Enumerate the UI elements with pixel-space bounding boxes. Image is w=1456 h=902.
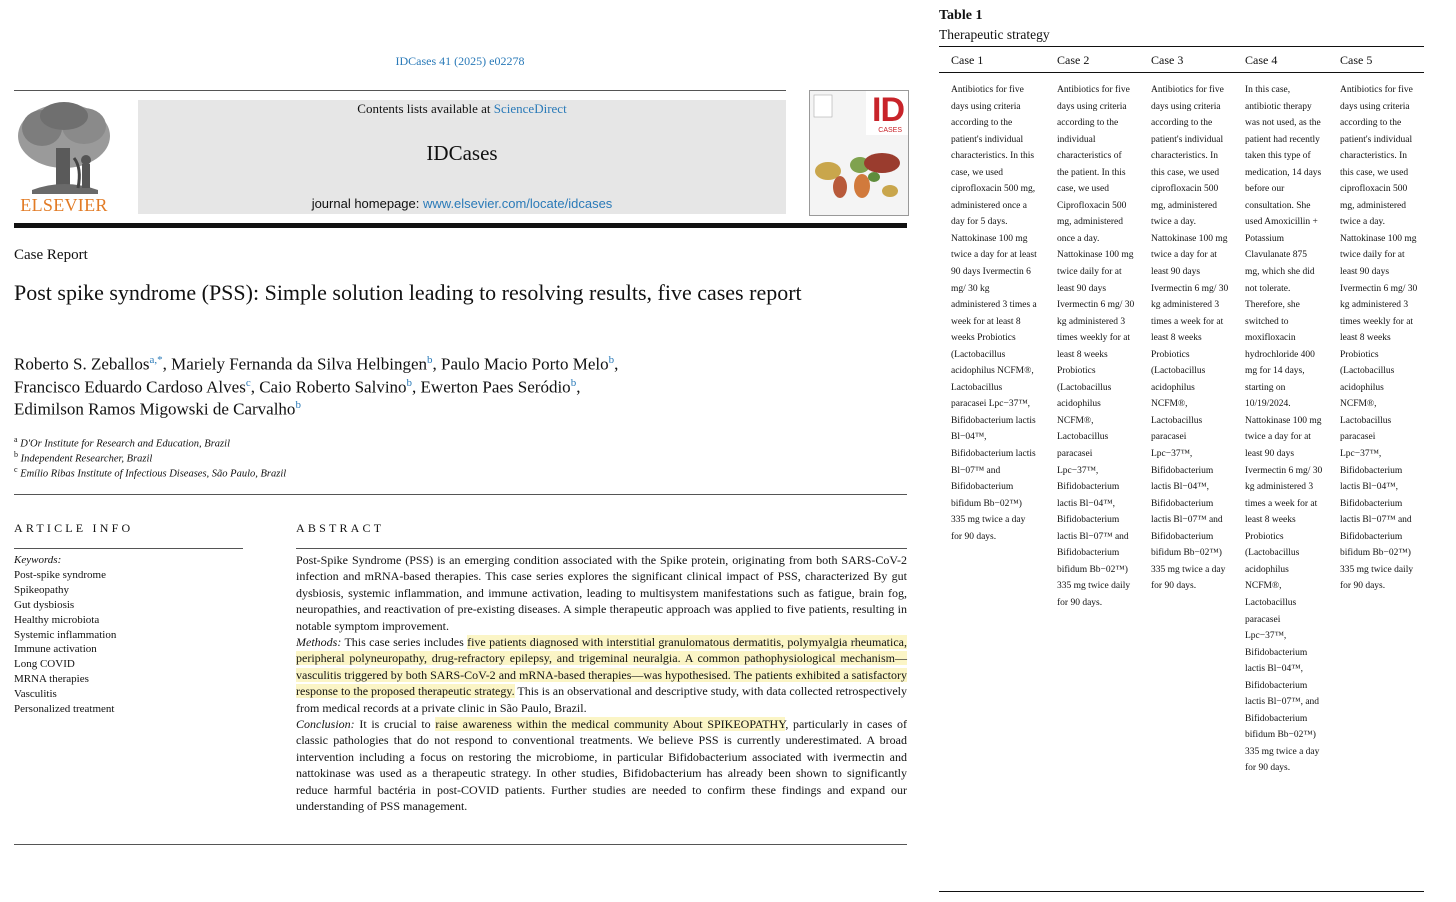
affiliation <box>14 450 152 465</box>
author-line-1: Roberto S. Zeballos$^{a,*}$, Mariely Fernanda da Silva Helbingen$^b$, Paulo Macio Porto Melo$^b$, <box>14 354 619 374</box>
publisher-wordmark: ELSEVIER <box>20 195 108 215</box>
article-info-heading: ARTICLE INFO <box>14 521 134 535</box>
contents-prefix: Contents lists available at <box>357 101 494 116</box>
author-line-3 <box>14 399 301 420</box>
author-name[interactable]: Caio Roberto Salvino <box>259 377 407 397</box>
affiliation-marker: c <box>14 465 18 474</box>
table-header-case-1: Case 1 <box>951 53 984 67</box>
header-thick-rule <box>14 223 907 228</box>
keyword: MRNA therapies <box>14 673 89 686</box>
conclusion-text: , particularly in cases of classic pathologies that do not respond to conventional treatments. We believe PSS is currently underestimated. A broad intervention including a focus on restoring the microbiome, in particular Bifidobacterium associated with ivermectin and nattokinase was used as a therapeutic strategy. In other studies, Bifidobacterium has already been shown to significantly reduce harmful bactéria in post-COVID patients. Further studies are needed to confirm these findings and expand our understanding of PSS management. <box>296 717 907 814</box>
author-affil-marker[interactable]: b <box>406 377 413 389</box>
keyword: Healthy microbiota <box>14 613 100 626</box>
journal-homepage <box>138 196 786 211</box>
author-name[interactable]: Ewerton Paes Seródio <box>420 377 571 397</box>
affiliation-text: D'Or Institute for Research and Education, Brazil <box>20 438 230 450</box>
abstract-intro: Post-Spike Syndrome (PSS) is an emerging condition associated with the Spike protein, originating from both SARS-CoV-2 infection and mRNA-based therapies. This case series explores the significant clinical impact of PSS, characterized By gut dysbiosis, systemic inflammation, and immune activation, leading to multisystem manifestations such as fatigue, brain fog, neuropathies, and reactivation of pre-existing diseases. A simple therapeutic approach was applied to five patients, resulting in notable symptom improvement. <box>296 553 907 633</box>
keyword: Systemic inflammation <box>14 628 117 641</box>
affiliation-text: Independent Researcher, Brazil <box>20 453 153 465</box>
table-cell-case-4: In this case, antibiotic therapy was not used, as the patient had recently taken this type of medication, 14 days before our consultation. She used Amoxicillin + Potassium Clavulanate 875 mg, which she did not tolerate. Therefore, she switched to moxifloxacin hydrochloride 400 mg for 14 days, starting on 10/19/2024. Nattokinase 100 mg twice a day for at least 90 days Ivermectin 6 mg/ 30 kg administered 3 times a week for at least 8 weeks Probiotics (Lactobacillus acidophilus NCFM®, Lactobacillus paracasei Lpc−37™, Bifidobacterium lactis Bl−04™, Bifidobacterium lactis Bl−07™, and Bifidobacterium bifidum Bb−02™) 335 mg twice a day for 90 days. <box>1245 85 1323 774</box>
author-affil-marker[interactable]: b <box>427 354 433 366</box>
affiliation-marker: b <box>14 450 18 459</box>
table-cell-case-1: Antibiotics for five days using criteria according to the patient's individual characteristics. In this case, we used ciprofloxacin 500 mg, administered once a day for 5 days. Nattokinase 100 mg twice a day for at least 90 days Ivermectin 6 mg/ 30 kg administered 3 times a week for at least 8 weeks Probiotics (Lactobacillus acidophilus NCFM®, Lactobacillus paracasei Lpc−37™, Bifidobacterium lactis Bl−04™, Bifidobacterium lactis Bl−07™ and Bifidobacterium bifidum Bb−02™) 335 mg twice a day for 90 days. <box>951 85 1037 542</box>
methods-text: This is an observational and descriptive study, with data collected retrospectively from medical records at a private clinic in São Paulo, Brazil. <box>296 684 907 715</box>
affiliation-marker: a <box>14 435 18 444</box>
conclusion-text: It is crucial to <box>354 717 436 732</box>
abstract-heading: ABSTRACT <box>296 521 385 535</box>
table-cell-case-5: Antibiotics for five days using criteria according to the patient's individual characteristics. In this case, we used ciprofloxacin 500 mg, administered twice a day. Nattokinase 100 mg twice daily for at least 90 days Ivermectin 6 mg/ 30 kg administered 3 times weekly for at least 8 weeks Probiotics (Lactobacillus acidophilus NCFM®, Lactobacillus paracasei Lpc−37™, Bifidobacterium lactis Bl−04™, Bifidobacterium lactis Bl−07™ and Bifidobacterium bifidum Bb−02™) 335 mg twice daily for 90 days. <box>1340 85 1418 592</box>
journal-name: IDCases <box>426 141 498 165</box>
header-rule <box>14 90 786 91</box>
table-cell-case-2: Antibiotics for five days using criteria according to the individual characteristics of the patient. In this case, we used Ciprofloxacin 500 mg, administered once a day. Nattokinase 100 mg twice daily for at least 90 days Ivermectin 6 mg/ 30 kg administered 3 times weekly for at least 8 weeks Probiotics (Lactobacillus acidophilus NCFM®, Lactobacillus paracasei Lpc−37™, Bifidobacterium lactis Bl−04™, Bifidobacterium lactis Bl−07™ and Bifidobacterium bifidum Bb−02™) 335 mg twice daily for 90 days. <box>1057 85 1135 608</box>
affiliation <box>14 465 286 480</box>
table-header-rule <box>939 72 1424 73</box>
table-header-case-5: Case 5 <box>1340 53 1373 67</box>
article-type: Case Report <box>14 247 88 263</box>
article-title: Post spike syndrome (PSS): Simple solution leading to resolving results, five cases report <box>14 280 802 305</box>
sciencedirect-link[interactable]: ScienceDirect <box>493 101 567 116</box>
author-name[interactable]: Roberto S. Zeballos <box>14 354 150 374</box>
contents-line <box>138 101 786 117</box>
author-line-2: Francisco Eduardo Cardoso Alves$^c$, Caio Roberto Salvino$^b$, Ewerton Paes Seródio$^b$, <box>14 377 581 397</box>
table-top-rule <box>939 46 1424 47</box>
table-header-case-4: Case 4 <box>1245 53 1278 67</box>
author-affil-marker[interactable]: c <box>245 377 251 389</box>
methods-highlight: five patients diagnosed with interstitial granulomatous dermatitis, polymyalgia rheumatica, peripheral polyneuropathy, drug-refractory epilepsy, and trigeminal neuralgia. A common pathophysiological mechanism—vasculitis triggered by both SARS-CoV-2 and mRNA-based therapies—was hypothesised. The patients exhibited a satisfactory response to the proposed therapeutic strategy. <box>296 635 908 699</box>
affiliation <box>14 435 230 450</box>
author-name[interactable]: Paulo Macio Porto Melo <box>441 354 609 374</box>
keyword: Vasculitis <box>14 688 57 701</box>
methods-text: This case series includes <box>341 635 468 650</box>
conclusion-label: Conclusion: <box>296 717 355 732</box>
keyword: Personalized treatment <box>14 703 115 716</box>
footer-rule <box>14 844 907 845</box>
table-header-case-2: Case 2 <box>1057 53 1090 67</box>
keyword: Immune activation <box>14 643 97 656</box>
table-caption: Therapeutic strategy <box>939 27 1050 42</box>
author-name[interactable]: Mariely Fernanda da Silva Helbingen <box>171 354 428 374</box>
author-affil-marker[interactable]: b <box>570 377 577 389</box>
abstract-body <box>296 552 907 815</box>
abstract-methods <box>296 634 907 716</box>
cover-subtitle: CASES <box>878 127 902 134</box>
cover-badge: ID <box>872 91 904 129</box>
journal-cover[interactable] <box>809 90 909 216</box>
keyword: Gut dysbiosis <box>14 598 75 611</box>
keyword: Long COVID <box>14 658 75 671</box>
homepage-link[interactable]: www.elsevier.com/locate/idcases <box>423 196 613 211</box>
table-label: Table 1 <box>939 8 983 23</box>
methods-label: Methods: <box>296 635 342 650</box>
keyword-list <box>14 568 116 717</box>
conclusion-highlight: raise awareness within the medical community About SPIKEOPATHY <box>435 717 786 732</box>
journal-citation[interactable]: IDCases 41 (2025) e02278 <box>395 54 525 68</box>
abstract-rule <box>296 548 907 549</box>
article-info-rule <box>14 548 243 549</box>
keywords-label: Keywords: <box>14 554 62 566</box>
abstract-conclusion <box>296 716 907 814</box>
keyword: Spikeopathy <box>14 583 69 596</box>
homepage-prefix: journal homepage: <box>311 196 423 211</box>
section-rule <box>14 494 907 495</box>
keyword: Post-spike syndrome <box>14 569 106 581</box>
author-affil-marker[interactable]: b <box>608 354 615 366</box>
author-name[interactable]: Francisco Eduardo Cardoso Alves <box>14 377 246 397</box>
table-header-case-3: Case 3 <box>1151 53 1184 67</box>
affiliation-text: Emílio Ribas Institute of Infectious Diseases, São Paulo, Brazil <box>20 468 287 480</box>
author-affil-marker[interactable]: a,* <box>149 354 163 366</box>
author-affil-marker[interactable]: b <box>295 399 301 411</box>
table-bottom-rule <box>939 891 1424 892</box>
table-cell-case-3: Antibiotics for five days using criteria according to the patient's individual characteristics. In this case, we used ciprofloxacin 500 mg, administered twice a day. Nattokinase 100 mg twice a day for at least 90 days Ivermectin 6 mg/ 30 kg administered 3 times a week for at least 8 weeks Probiotics (Lactobacillus acidophilus NCFM®, Lactobacillus paracasei Lpc−37™, Bifidobacterium lactis Bl−04™, Bifidobacterium lactis Bl−07™ and Bifidobacterium bifidum Bb−02™) 335 mg twice a day for 90 days. <box>1151 85 1229 592</box>
author-name[interactable]: Edimilson Ramos Migowski de Carvalho <box>14 399 296 419</box>
